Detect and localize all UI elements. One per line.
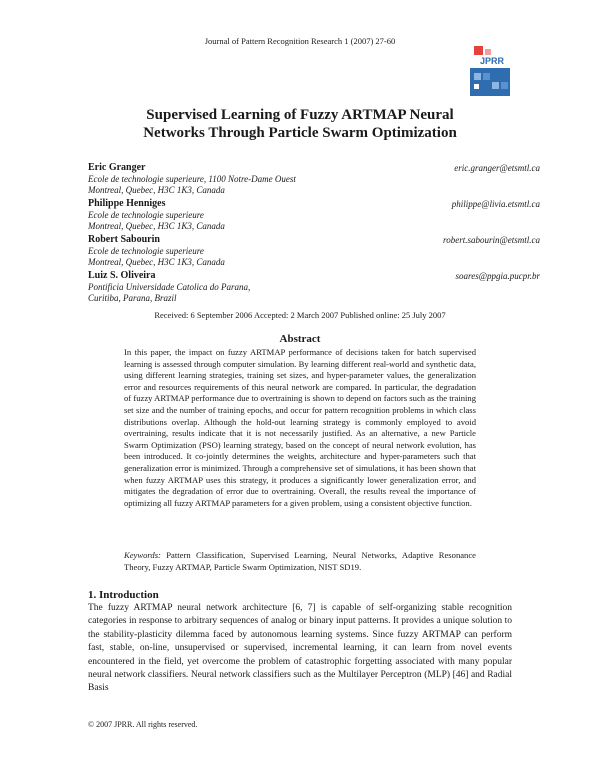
author-block (88, 270, 540, 304)
intro-paragraph: The fuzzy ARTMAP neural network architecture [6, 7] is capable of self-organizing stable recognition categories in response to arbitrary sequences of analog or binary input patterns. It provides a unique solution to the stability-plasticity dilemma faced by autonomous learning systems. Since fuzzy ARTMAP can perform fast, stable, on-line, unsupervised or supervised, incremental learning, it can learn from novel events encountered in the field, yet overcome the problem of catastrophic forgetting associated with many popular neural network classifiers. Neural network classifiers such as the Multilayer Perceptron (MLP) [46] and Radial Basis (88, 603, 512, 694)
title-line-2: Networks Through Particle Swarm Optimization (143, 125, 457, 141)
abstract-heading: Abstract (279, 333, 321, 345)
journal-header: Journal of Pattern Recognition Research 1 (2007) 27-60 (204, 36, 396, 46)
keywords-list: Pattern Classification, Supervised Learning, Neural Networks, Adaptive Resonance Theory, Fuzzy ARTMAP, Particle Swarm Optimization, NIST SD19. (124, 550, 476, 572)
abstract-text: In this paper, the impact on fuzzy ARTMAP performance of decisions taken for batch supervised learning is assessed through computer simulation. By learning different real-world and synthetic data, using different learning strategies, training set sizes, and hyper-parameter values, the generalization error and resources requirements of this neural network are compared. In particular, the degradation of fuzzy ARTMAP performance due to overtraining is shown to depend on factors such as the training set size and the number of training epochs, and occur for pattern recognition problems in which class distributions overlap. Although the hold-out learning strategy is commonly employed to avoid overtraining, results indicate that it is not necessarily justified. As an alternative, a new Particle Swarm Optimization (PSO) learning strategy, based on the concept of neural network evolution, has been introduced. It co-jointly determines the weights, architecture and hyper-parameters such that generalization error is minimized. Through a comprehensive set of simulations, it has been shown that when fuzzy ARTMAP uses this strategy, it produces a significantly lower generalization error, and mitigates the degradation of error due to overtraining. Overall, the results reveal the importance of optimizing all fuzzy ARTMAP parameters for a given problem, using a consistent objective function. (124, 347, 476, 508)
copyright-footer: © 2007 JPRR. All rights reserved. (88, 720, 198, 729)
author-affiliation: Montreal, Quebec, H3C 1K3, Canada (88, 221, 225, 231)
author-email: philippe@livia.etsmtl.ca (451, 199, 540, 209)
logo-text: JPRR (480, 56, 505, 66)
jprr-logo-graphic (470, 46, 516, 98)
author-affiliation: Montreal, Quebec, H3C 1K3, Canada (88, 257, 225, 267)
author-affiliation: Curitiba, Parana, Brazil (88, 293, 177, 303)
author-email: eric.granger@etsmtl.ca (454, 163, 540, 173)
author-affiliation: Montreal, Quebec, H3C 1K3, Canada (88, 185, 225, 195)
author-affiliation: Ecole de technologie superieure (88, 210, 204, 220)
author-name: Robert Sabourin (88, 234, 160, 245)
received-dates: Received: 6 September 2006 Accepted: 2 March 2007 Published online: 25 July 2007 (154, 310, 446, 320)
keywords (124, 550, 476, 573)
author-affiliation: Ecole de technologie superieure, 1100 Notre-Dame Ouest (88, 174, 296, 184)
author-affiliation: Ecole de technologie superieure (88, 246, 204, 256)
author-block (88, 234, 540, 268)
author-name: Philippe Henniges (88, 198, 166, 209)
section-heading: 1. Introduction (88, 589, 159, 601)
author-block (88, 162, 540, 196)
paper-title (60, 106, 540, 142)
author-name: Luiz S. Oliveira (88, 270, 156, 281)
keywords-label: Keywords: (124, 550, 161, 560)
author-list (88, 162, 540, 306)
title-line-1: Supervised Learning of Fuzzy ARTMAP Neural (146, 107, 454, 123)
journal-logo (470, 46, 516, 98)
author-email: robert.sabourin@etsmtl.ca (443, 235, 540, 245)
author-affiliation: Pontificia Universidade Catolica do Parana, (88, 282, 251, 292)
author-name: Eric Granger (88, 162, 146, 173)
author-block (88, 198, 540, 232)
author-email: soares@ppgia.pucpr.br (455, 271, 540, 281)
